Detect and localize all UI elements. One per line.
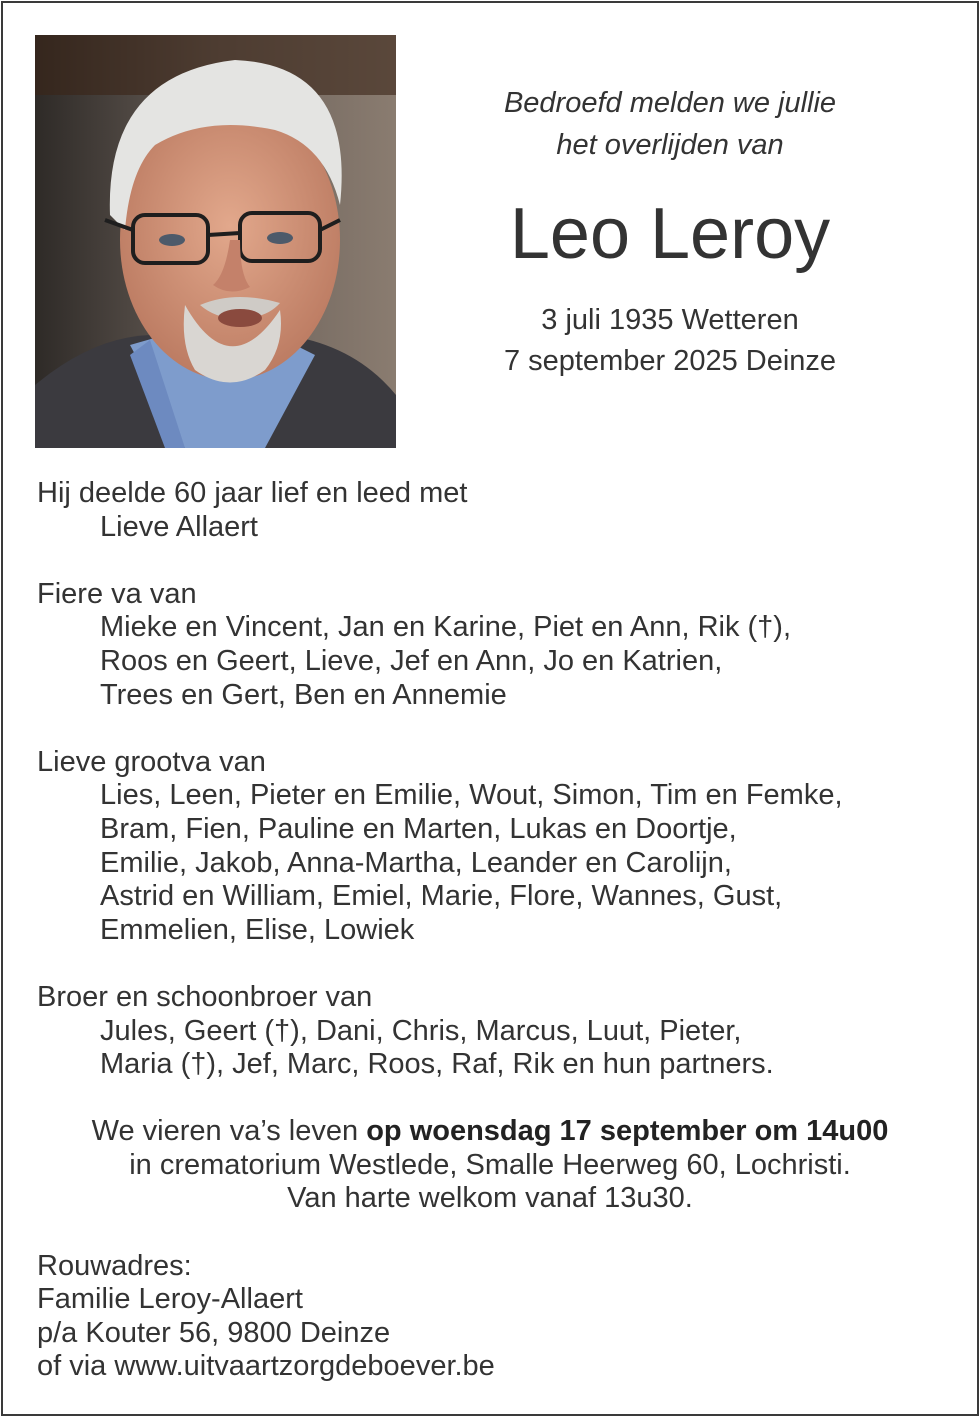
spouse-section — [37, 477, 947, 544]
ceremony-section — [0, 1115, 980, 1216]
address-web: of via www.uitvaartzorgdeboever.be — [37, 1350, 495, 1383]
intro-line-1: Bedroefd melden we jullie — [503, 87, 837, 119]
children-section — [37, 578, 947, 712]
address-section — [37, 1250, 947, 1384]
grandchildren-line: Emmelien, Elise, Lowiek — [100, 913, 415, 946]
address-street: p/a Kouter 56, 9800 Deinze — [37, 1316, 391, 1349]
siblings-section — [37, 981, 947, 1082]
announcement-body — [37, 477, 947, 1384]
intro-line-2: het overlijden van — [556, 129, 784, 161]
grandchildren-line: Astrid en William, Emiel, Marie, Flore, Wannes, Gust, — [100, 880, 783, 913]
spouse-heading: Hij deelde 60 jaar lief en leed met — [37, 477, 468, 509]
children-line: Roos en Geert, Lieve, Jef en Ann, Jo en Katrien, — [100, 644, 723, 677]
portrait-photo — [35, 35, 396, 448]
grandchildren-line: Emilie, Jakob, Anna-Martha, Leander en Carolijn, — [100, 846, 732, 879]
siblings-heading: Broer en schoonbroer van — [37, 980, 373, 1013]
grandchildren-section — [37, 746, 947, 948]
siblings-line: Maria (†), Jef, Marc, Roos, Raf, Rik en hun partners. — [100, 1048, 774, 1081]
ceremony-welcome: Van harte welkom vanaf 13u30. — [287, 1182, 693, 1215]
portrait-illustration — [35, 35, 396, 448]
ceremony-location: in crematorium Westlede, Smalle Heerweg 60, Lochristi. — [129, 1148, 851, 1181]
ceremony-prefix: We vieren va’s leven — [91, 1115, 367, 1148]
grandchildren-heading: Lieve grootva van — [37, 745, 266, 778]
children-line: Mieke en Vincent, Jan en Karine, Piet en Ann, Rik (†), — [100, 611, 792, 644]
death-date: 7 september 2025 Deinze — [503, 345, 837, 377]
address-label: Rouwadres: — [37, 1249, 192, 1282]
birth-date: 3 juli 1935 Wetteren — [541, 304, 799, 336]
children-heading: Fiere va van — [37, 577, 197, 610]
grandchildren-line: Bram, Fien, Pauline en Marten, Lukas en Doortje, — [100, 812, 737, 845]
deceased-name: Leo Leroy — [509, 194, 831, 274]
ceremony-datetime: op woensdag 17 september om 14u00 — [366, 1115, 889, 1148]
ceremony-line-1 — [0, 1115, 980, 1149]
children-line: Trees en Gert, Ben en Annemie — [100, 678, 507, 711]
grandchildren-line: Lies, Leen, Pieter en Emilie, Wout, Simon, Tim en Femke, — [100, 779, 843, 812]
address-family: Familie Leroy-Allaert — [37, 1283, 303, 1316]
siblings-line: Jules, Geert (†), Dani, Chris, Marcus, Luut, Pieter, — [100, 1014, 742, 1047]
spouse-name: Lieve Allaert — [100, 510, 258, 543]
announcement-header — [400, 82, 940, 382]
